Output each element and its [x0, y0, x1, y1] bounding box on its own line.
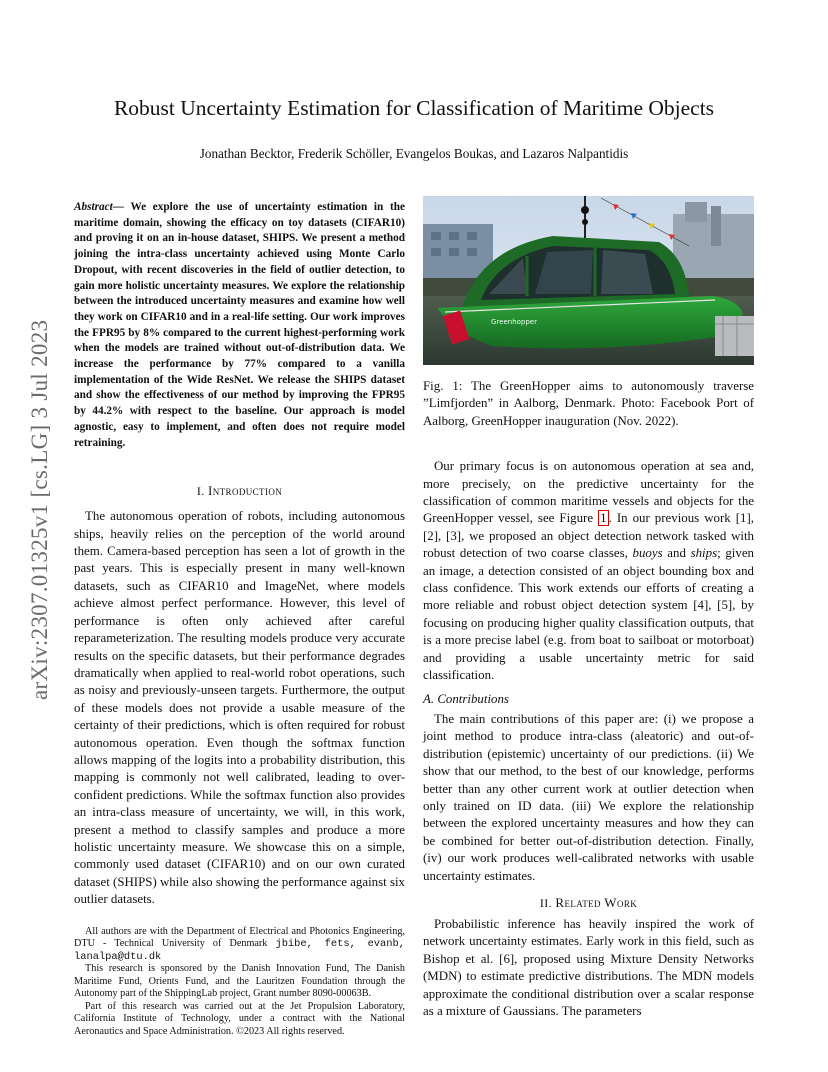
section-heading-related-work — [423, 895, 754, 911]
focus-text-start: Our primary focus is on autonomous operation at sea and, more precisely, on the predictive uncertainty for the classification of common maritime vessels and objects for the GreenHopper vessel, see Figure — [423, 459, 754, 526]
author-list: Jonathan Becktor, Frederik Schöller, Evangelos Boukas, and Lazaros Nalpantidis — [199, 146, 629, 161]
figure-ref-link[interactable]: 1 — [600, 511, 607, 526]
abstract-label: Abstract — [74, 201, 113, 213]
subsection-heading-contributions: A. Contributions — [423, 691, 509, 706]
focus-text-end: ; given an image, a detection consisted of an object bounding box and class confidence. This work extends our efforts of creating a more reliable and robust object detection system [4], [5], by focusing on producing higher quality classification outputs, that is a more precise label (e.g. from boat to sailboat or motorboat) and providing a usable uncertainty metric for said classification. — [423, 546, 754, 683]
ships-term: ships — [690, 546, 718, 561]
left-column — [74, 200, 405, 1038]
abstract — [74, 200, 405, 451]
abstract-text: We explore the use of uncertainty estimation in the maritime domain, showing the efficacy on toy datasets (CIFAR10) and proving it on an in-house dataset, SHIPS. We present a method joining the intra-class uncertainty achieved using Monte Carlo Dropout, with recent discoveries in the field of outlier detection, to gain more holistic uncertainty measures. We explore the relationship between the introduced uncertainty measures and examine how well they work on CIFAR10 and in a real-life setting. Our work improves the FPR95 by 8% compared to the current highest-performing work when the models are trained without out-of-distribution data. We increase the performance by 77% compared to a vanilla implementation of the Wide ResNet. We release the SHIPS dataset and show the effectiveness of our method by improving the FPR95 by 44.2% with respect to the baseline. Our approach is model agnostic, easy to implement, and often does not require model retraining. — [74, 201, 405, 449]
boat-hull-name: Greenhopper — [491, 318, 537, 326]
right-paragraph-focus — [423, 458, 754, 684]
section-name: Introduction — [208, 483, 283, 499]
footnotes — [74, 926, 405, 1039]
footnote-jpl: Part of this research was carried out at the Jet Propulsion Laboratory, California Institute of Technology, under a contract with the National Aeronautics and Space Administration. ©2023 All rights reserved. — [74, 1000, 405, 1037]
author-emails: jbibe, fets, evanb, lanalpa@dtu.dk — [74, 938, 405, 963]
introduction-paragraph: The autonomous operation of robots, including autonomous ships, heavily relies on the perception of the world around them. Camera-based perception has seen a lot of growth in the past years. This is especially present in many well-known datasets, such as CIFAR10 and ImageNet, where models achieve almost perfect performance. However, this level of performance is often only achieved after careful reparameterization. The resulting models produce very accurate results on the specific datasets, but their performance degrades dramatically when applied to real-world robot operations, such as noisy and previously-unseen targets. Furthermore, the output of these models does not provide a usable measure of the certainty of their predictions, which is often required for robust autonomous operation. Even though the softmax function allows mapping of the logits into a probability distribution, this mapping is commonly not well calibrated, leading to over-confident predictions. While the softmax function also provides an intra-class measure of uncertainty, we will, in this work, present a method to classify samples and produce a more holistic uncertainty measure. We showcase this on a simple, commonly used dataset (CIFAR10) and on our own curated dataset (SHIPS) while also showing the performance against six outlier datasets. — [74, 509, 405, 907]
section-number: II. — [539, 895, 556, 910]
related-work-paragraph: Probabilistic inference has heavily inspired the work of network uncertainty estimates. Early work in this field, such as Bishop et al. [6], proposed using Mixture Density Networks (MDN) to estimate predictive distributions. The MDN models approximate the conditional distribution over a scalar response as a mixture of Gaussians. The parameters — [423, 916, 754, 1018]
right-column — [423, 196, 754, 1020]
section-number: I. — [196, 484, 209, 499]
paper-title: Robust Uncertainty Estimation for Classification of Maritime Objects — [113, 96, 715, 120]
footnote-affiliation-text: All authors are with the Department of Electrical and Photonics Engineering, DTU - Technical University of Denmark — [74, 925, 405, 950]
abstract-dash: — — [112, 201, 131, 213]
footnote-funding: This research is sponsored by the Danish Innovation Fund, The Danish Maritime Fund, Orients Fund, and the Lauritzen Foundation through the Autonomy part of the ShippingLab project, Grant number 8090-00063B. — [74, 963, 405, 1000]
contributions-paragraph: The main contributions of this paper are: (i) we propose a joint method to produce intra-class (aleatoric) and out-of-distribution (epistemic) uncertainty of our predictions. (ii) We show that our method, to the best of our knowledge, performs better than any other current work at outlier detection when only trained on ID data. (iii) We explore the relationship between the explored uncertainty measures and how they can be combined for better out-of-distribution detection. Finally, (iv) our work produces well-calibrated networks with usable uncertainty estimates. — [423, 711, 754, 883]
buoys-term: buoys — [632, 546, 663, 561]
focus-text-and: and — [662, 546, 691, 561]
footnote-affiliation — [74, 926, 405, 964]
section-heading-introduction — [74, 483, 405, 499]
section-name: Related Work — [555, 894, 638, 910]
greenhopper-photo — [423, 196, 754, 365]
arxiv-stamp: arXiv:2307.01325v1 [cs.LG] 3 Jul 2023 — [27, 319, 52, 701]
figure-caption: Fig. 1: The GreenHopper aims to autonomously traverse ”Limfjorden” in Aalborg, Denmark. Photo: Facebook Port of Aalborg, GreenHopper inauguration (Nov. 2022). — [423, 379, 754, 428]
focus-text-middle: . In our previous work [1], [2], [3], we proposed an object detection network tasked with robust detection of two coarse classes, — [423, 511, 754, 561]
